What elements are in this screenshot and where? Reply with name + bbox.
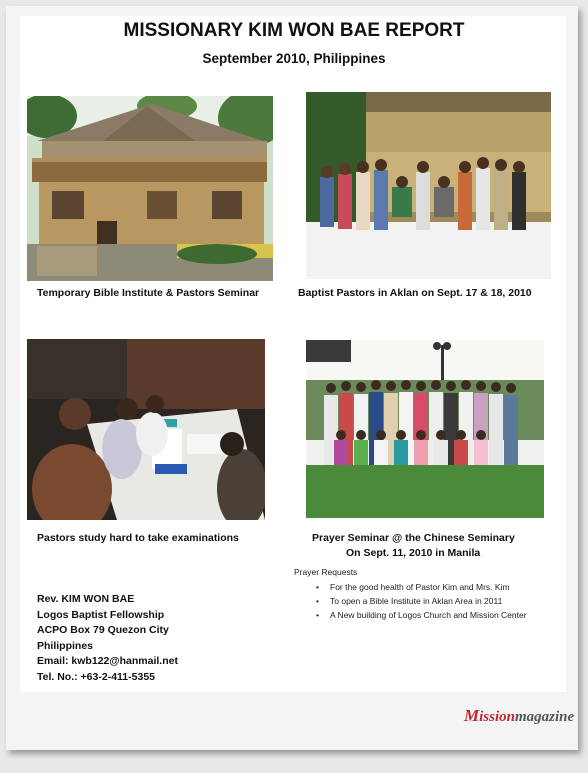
photo-caption-date: On Sept. 11, 2010 in Manila	[346, 547, 481, 559]
report-title: MISSIONARY KIM WON BAE REPORT	[123, 20, 465, 41]
prayer-heading: Prayer Requests	[294, 567, 358, 577]
contact-name: Rev. KIM WON BAE	[37, 593, 135, 605]
contact-block	[37, 592, 178, 686]
photo-pastors-studying	[27, 339, 265, 520]
photo-bible-institute	[27, 96, 273, 281]
list-item: • A New building of Logos Church and Mission Center	[294, 608, 527, 622]
prayer-requests	[294, 567, 527, 623]
photo-prayer-seminar	[306, 340, 544, 518]
report-subtitle: September 2010, Philippines	[202, 51, 386, 66]
prayer-list	[294, 580, 527, 623]
photo-caption: Prayer Seminar @ the Chinese Seminary	[312, 532, 515, 544]
list-item: • For the good health of Pastor Kim and Mrs. Kim	[294, 580, 527, 594]
mission-magazine-logo: Missionmagazine	[464, 706, 575, 725]
contact-phone: Tel. No.: +63-2-411-5355	[37, 670, 155, 683]
contact-country: Philippines	[37, 639, 94, 652]
contact-org: Logos Baptist Fellowship	[37, 608, 165, 621]
photo-caption: Baptist Pastors in Aklan on Sept. 17 & 18, 2010	[298, 287, 532, 299]
contact-email: Email: kwb122@hanmail.net	[37, 655, 178, 668]
photo-baptist-pastors	[306, 92, 551, 279]
contact-address: ACPO Box 79 Quezon City	[37, 624, 169, 637]
list-item: • To open a Bible Institute in Aklan Area in 2011	[294, 594, 527, 608]
photo-caption: Pastors study hard to take examinations	[37, 532, 239, 544]
photo-caption: Temporary Bible Institute & Pastors Seminar	[37, 287, 260, 299]
